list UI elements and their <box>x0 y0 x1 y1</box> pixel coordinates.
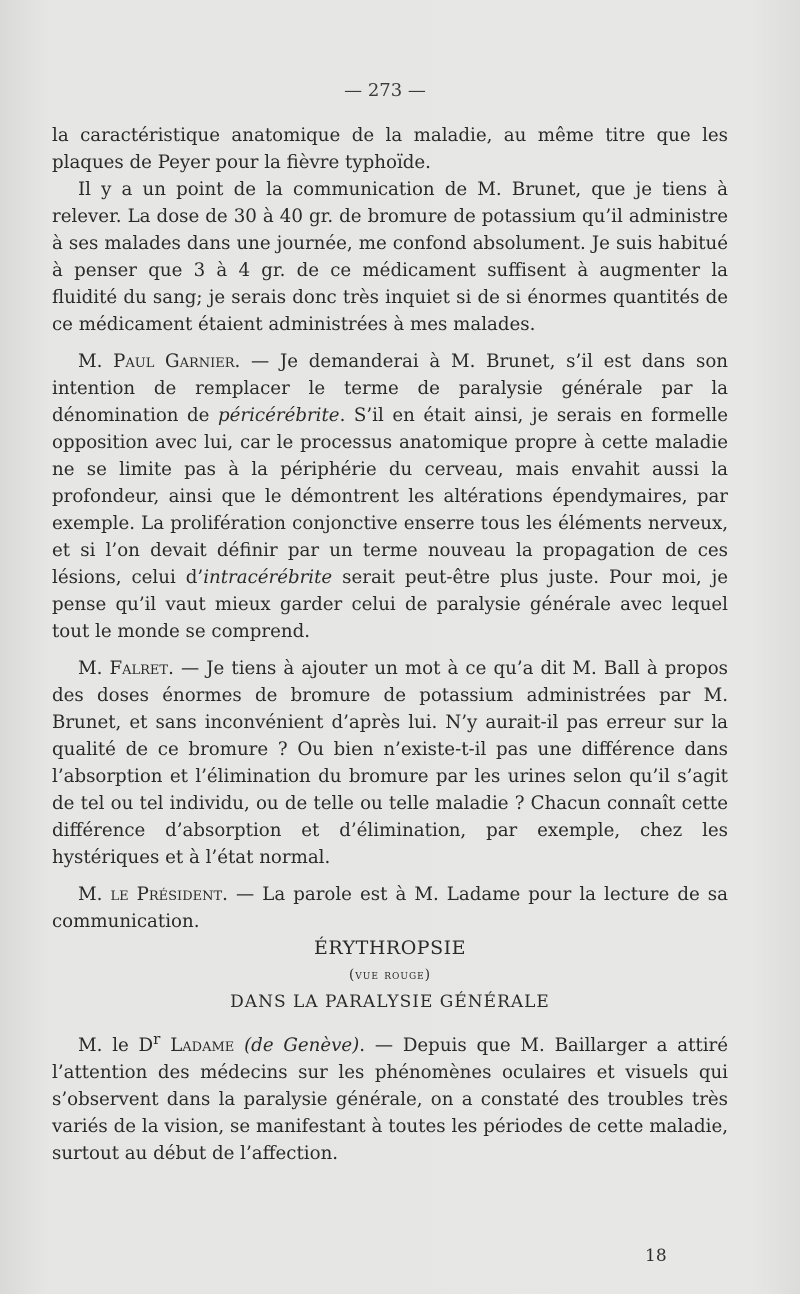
paragraph-text: — Je tiens à ajouter un mot à ce qu’a dit M. Ball à propos des doses énormes de bromure de potassium administrées par M. Brunet, et sans inconvénient d’après lui. N’y aurait-il pas erreur sur la qualité de ce bromure ? Ou bien n’existe-t-il pas une différence dans l’absorption et l’élimination du bromure par les urines selon qu’il s’agit de tel ou tel individu, ou de telle ou telle maladie ? Chacun connaît cette différence d’absorption et d’élimination, par exemple, chez les hystériques et à l’état normal. <box>52 658 728 868</box>
speaker-name: Ladame <box>160 1035 235 1057</box>
speaker-name: M. Paul Garnier. <box>78 351 241 372</box>
section-subtitle: (vue rouge) <box>349 967 431 983</box>
speaker-prefix: M. le D <box>78 1035 154 1057</box>
paragraph-ball-remark: Il y a un point de la communication de M. Brunet, que je tiens à relever. La dose de 30 à 40 gr. de bromure de potassium qu’il administre à ses malades dans une journée, me confond absolument. Je suis habitué à penser que 3 à 4 gr. de ce médicament suffisent à augmenter la fluidité du sang; je serais donc très inquiet si de si énormes quantités de ce médicament étaient administrées à mes malades. <box>52 179 728 335</box>
section-title: ÉRYTHROPSIE <box>314 937 466 959</box>
paragraph-text: — La parole est à M. Ladame pour la lecture de sa communication. <box>52 884 728 932</box>
emphasis-term: péricérébrite <box>218 405 340 426</box>
paragraph-ladame <box>52 1026 728 1167</box>
speaker-name: M. le Président. <box>78 884 228 905</box>
paragraph-text: . — Depuis que M. Baillarger a attiré l’attention des médecins sur les phénomènes oculaires et visuels qui s’observent dans la paralysie générale, on a constaté des troubles très variés de la vision, se manifestant à toutes les périodes de cette maladie, surtout au début de l’affection. <box>52 1035 729 1165</box>
speaker-place: (de Genève) <box>244 1035 360 1057</box>
paragraph-falret <box>52 655 728 871</box>
emphasis-term: intracérébrite <box>203 567 333 588</box>
paragraph-continuation: la caractéristique anatomique de la maladie, au même titre que les plaques de Peyer pour la fièvre typhoïde. <box>52 125 728 173</box>
signature-mark: 18 <box>645 1246 667 1266</box>
paragraph-garnier <box>52 348 728 645</box>
speaker-superscript: r <box>153 1030 161 1048</box>
section-subtitle-2: DANS LA PARALYSIE GÉNÉRALE <box>230 992 550 1012</box>
page-number: — 273 — <box>344 80 426 101</box>
speaker-name: M. Falret. <box>78 658 174 679</box>
paragraph-text: serait peut-être plus juste. Pour moi, je pense qu’il vaut mieux garder celui de paralysie générale avec lequel tout le monde se comprend. <box>52 567 728 642</box>
paragraph-text: . S’il en était ainsi, je serais en formelle opposition avec lui, car le processus anatomique propre à cette maladie ne se limite pas à la périphérie du cerveau, mais envahit aussi la profondeur, ainsi que le démontrent les altérations épendymaires, par exemple. La prolifération conjonctive enserre tous les éléments nerveux, et si l’on devait définir par un terme nouveau la propagation de ces lésions, celui d’ <box>52 405 728 588</box>
body-text <box>52 122 728 1167</box>
paragraph-president <box>52 881 728 935</box>
paragraph-text: — Je demanderai à M. Brunet, s’il est dans son intention de remplacer le terme de paralysie générale par la dénomination de <box>52 351 728 426</box>
